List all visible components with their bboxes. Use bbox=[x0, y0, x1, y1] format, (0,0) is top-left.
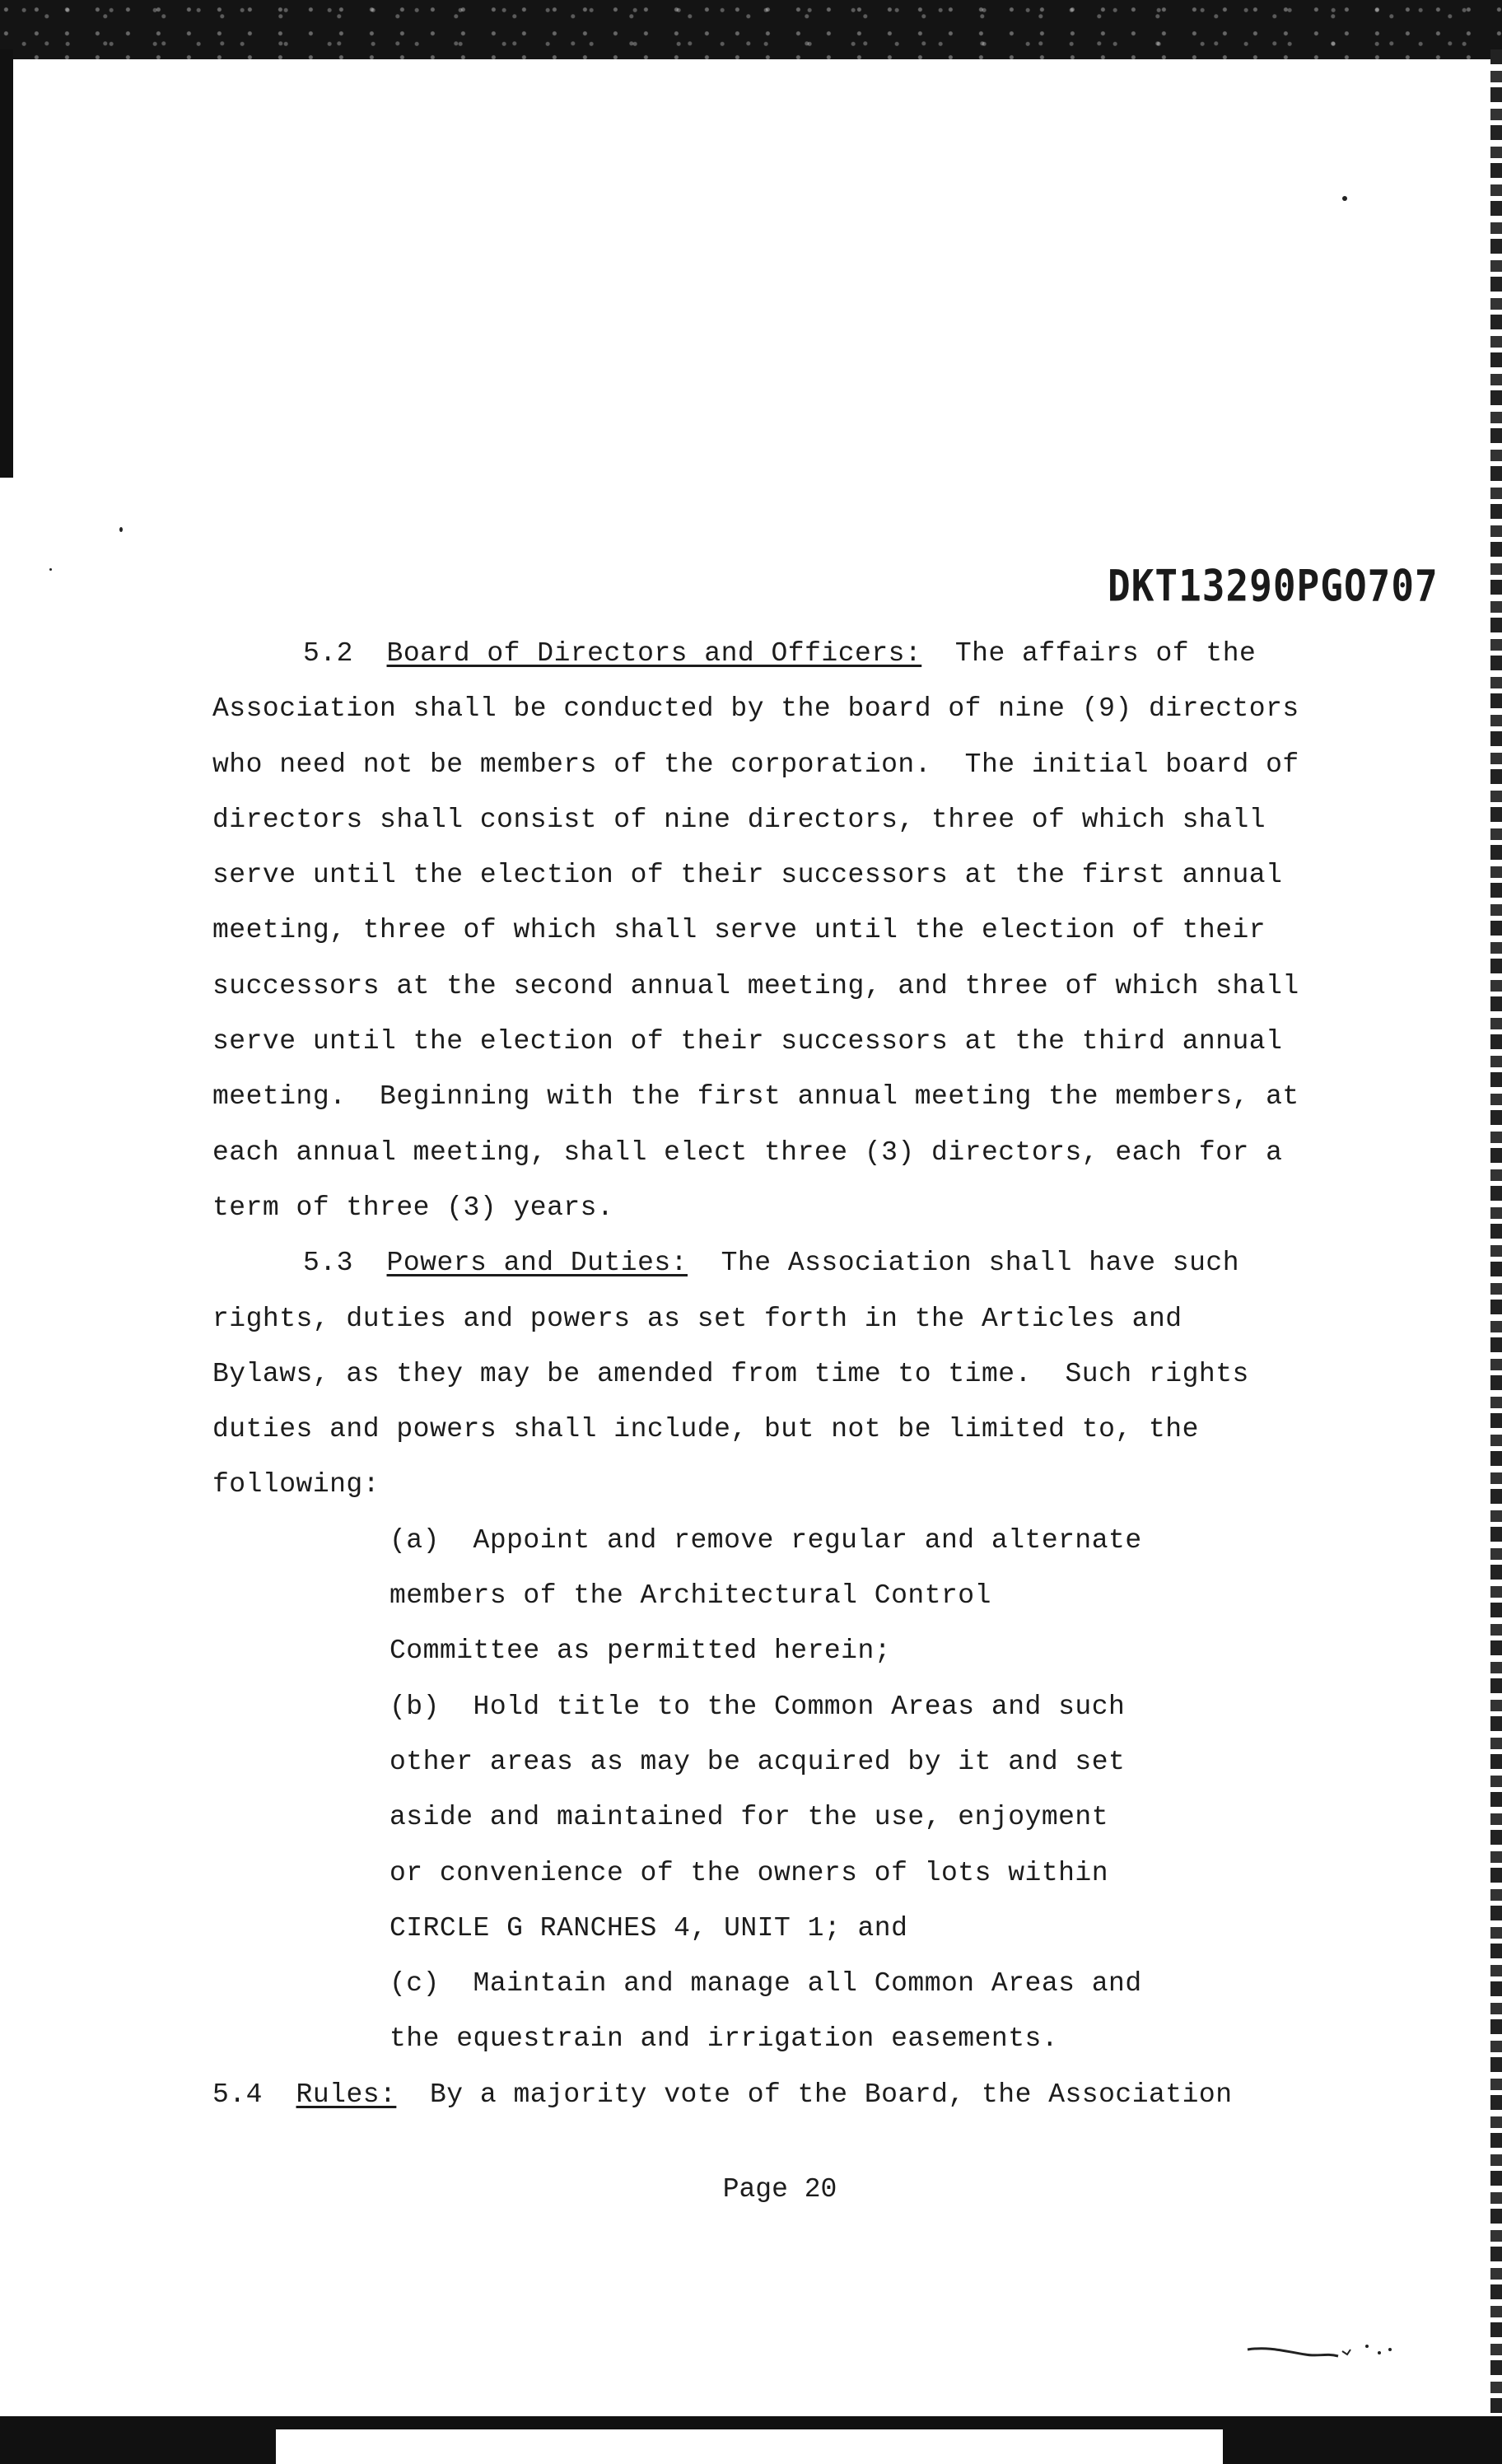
section-lead: The affairs of the bbox=[954, 638, 1257, 669]
body-line: Bylaws, as they may be amended from time to time. Such rights bbox=[212, 1358, 1249, 1389]
body-line: rights, duties and powers as set forth in the Articles and bbox=[212, 1303, 1182, 1334]
body-line: duties and powers shall include, but not be limited to, the bbox=[212, 1414, 1199, 1445]
scan-border-right bbox=[1490, 49, 1502, 2462]
scan-bottom-gap bbox=[276, 2429, 1223, 2464]
list-item-line: the equestrain and irrigation easements. bbox=[389, 2023, 1059, 2055]
section-lead: The Association shall have such bbox=[721, 1248, 1240, 1279]
section-heading: Powers and Duties: bbox=[386, 1248, 688, 1279]
scan-noise-top bbox=[0, 0, 1502, 59]
page-footer bbox=[0, 2174, 1502, 2205]
body-line: serve until the election of their successors at the third annual bbox=[212, 1026, 1283, 1057]
recording-stamp: DKT13290PGO707 bbox=[1108, 560, 1439, 612]
list-item-line: other areas as may be acquired by it and set bbox=[389, 1746, 1126, 1777]
body-line: who need not be members of the corporation. The initial board of bbox=[212, 749, 1299, 780]
section-number: 5.4 bbox=[212, 2079, 263, 2110]
section-5-3-heading-line bbox=[212, 1235, 1382, 1290]
body-line: meeting. Beginning with the first annual meeting the members, at bbox=[212, 1081, 1299, 1113]
scan-speck bbox=[119, 527, 123, 532]
section-number: 5.3 bbox=[303, 1248, 353, 1279]
list-item-line: aside and maintained for the use, enjoyment bbox=[389, 1802, 1109, 1833]
section-5-4-heading-line bbox=[212, 2067, 1382, 2122]
scan-speck bbox=[49, 568, 52, 571]
body-line: term of three (3) years. bbox=[212, 1192, 614, 1223]
body-line: serve until the election of their successors at the first annual bbox=[212, 860, 1283, 891]
body-line: Association shall be conducted by the board of nine (9) directors bbox=[212, 693, 1299, 725]
body-line: each annual meeting, shall elect three (3) directors, each for a bbox=[212, 1136, 1283, 1168]
body-line: meeting, three of which shall serve until the election of their bbox=[212, 915, 1266, 946]
section-heading: Board of Directors and Officers: bbox=[386, 638, 922, 669]
body-line: following: bbox=[212, 1469, 380, 1500]
list-item-line: or convenience of the owners of lots within bbox=[389, 1857, 1109, 1888]
handwritten-mark bbox=[1243, 2335, 1408, 2368]
section-heading: Rules: bbox=[296, 2079, 397, 2110]
scan-speck bbox=[1342, 196, 1347, 201]
list-item-line: Committee as permitted herein; bbox=[389, 1636, 892, 1667]
section-5-2-heading-line bbox=[212, 626, 1382, 681]
list-item-line: (b) Hold title to the Common Areas and such bbox=[389, 1691, 1126, 1722]
scan-border-left bbox=[0, 49, 13, 478]
section-lead: By a majority vote of the Board, the Association bbox=[429, 2079, 1233, 2110]
body-line: directors shall consist of nine directors, three of which shall bbox=[212, 804, 1266, 835]
section-number: 5.2 bbox=[303, 638, 353, 669]
page-number: Page 20 bbox=[722, 2174, 837, 2205]
document-body bbox=[212, 626, 1382, 2122]
list-item-line: (a) Appoint and remove regular and alternate bbox=[389, 1524, 1142, 1556]
list-item-line: members of the Architectural Control bbox=[389, 1580, 991, 1612]
body-line: successors at the second annual meeting, and three of which shall bbox=[212, 970, 1299, 1001]
list-item-line: CIRCLE G RANCHES 4, UNIT 1; and bbox=[389, 1912, 908, 1944]
list-item-line: (c) Maintain and manage all Common Areas and bbox=[389, 1968, 1142, 2000]
